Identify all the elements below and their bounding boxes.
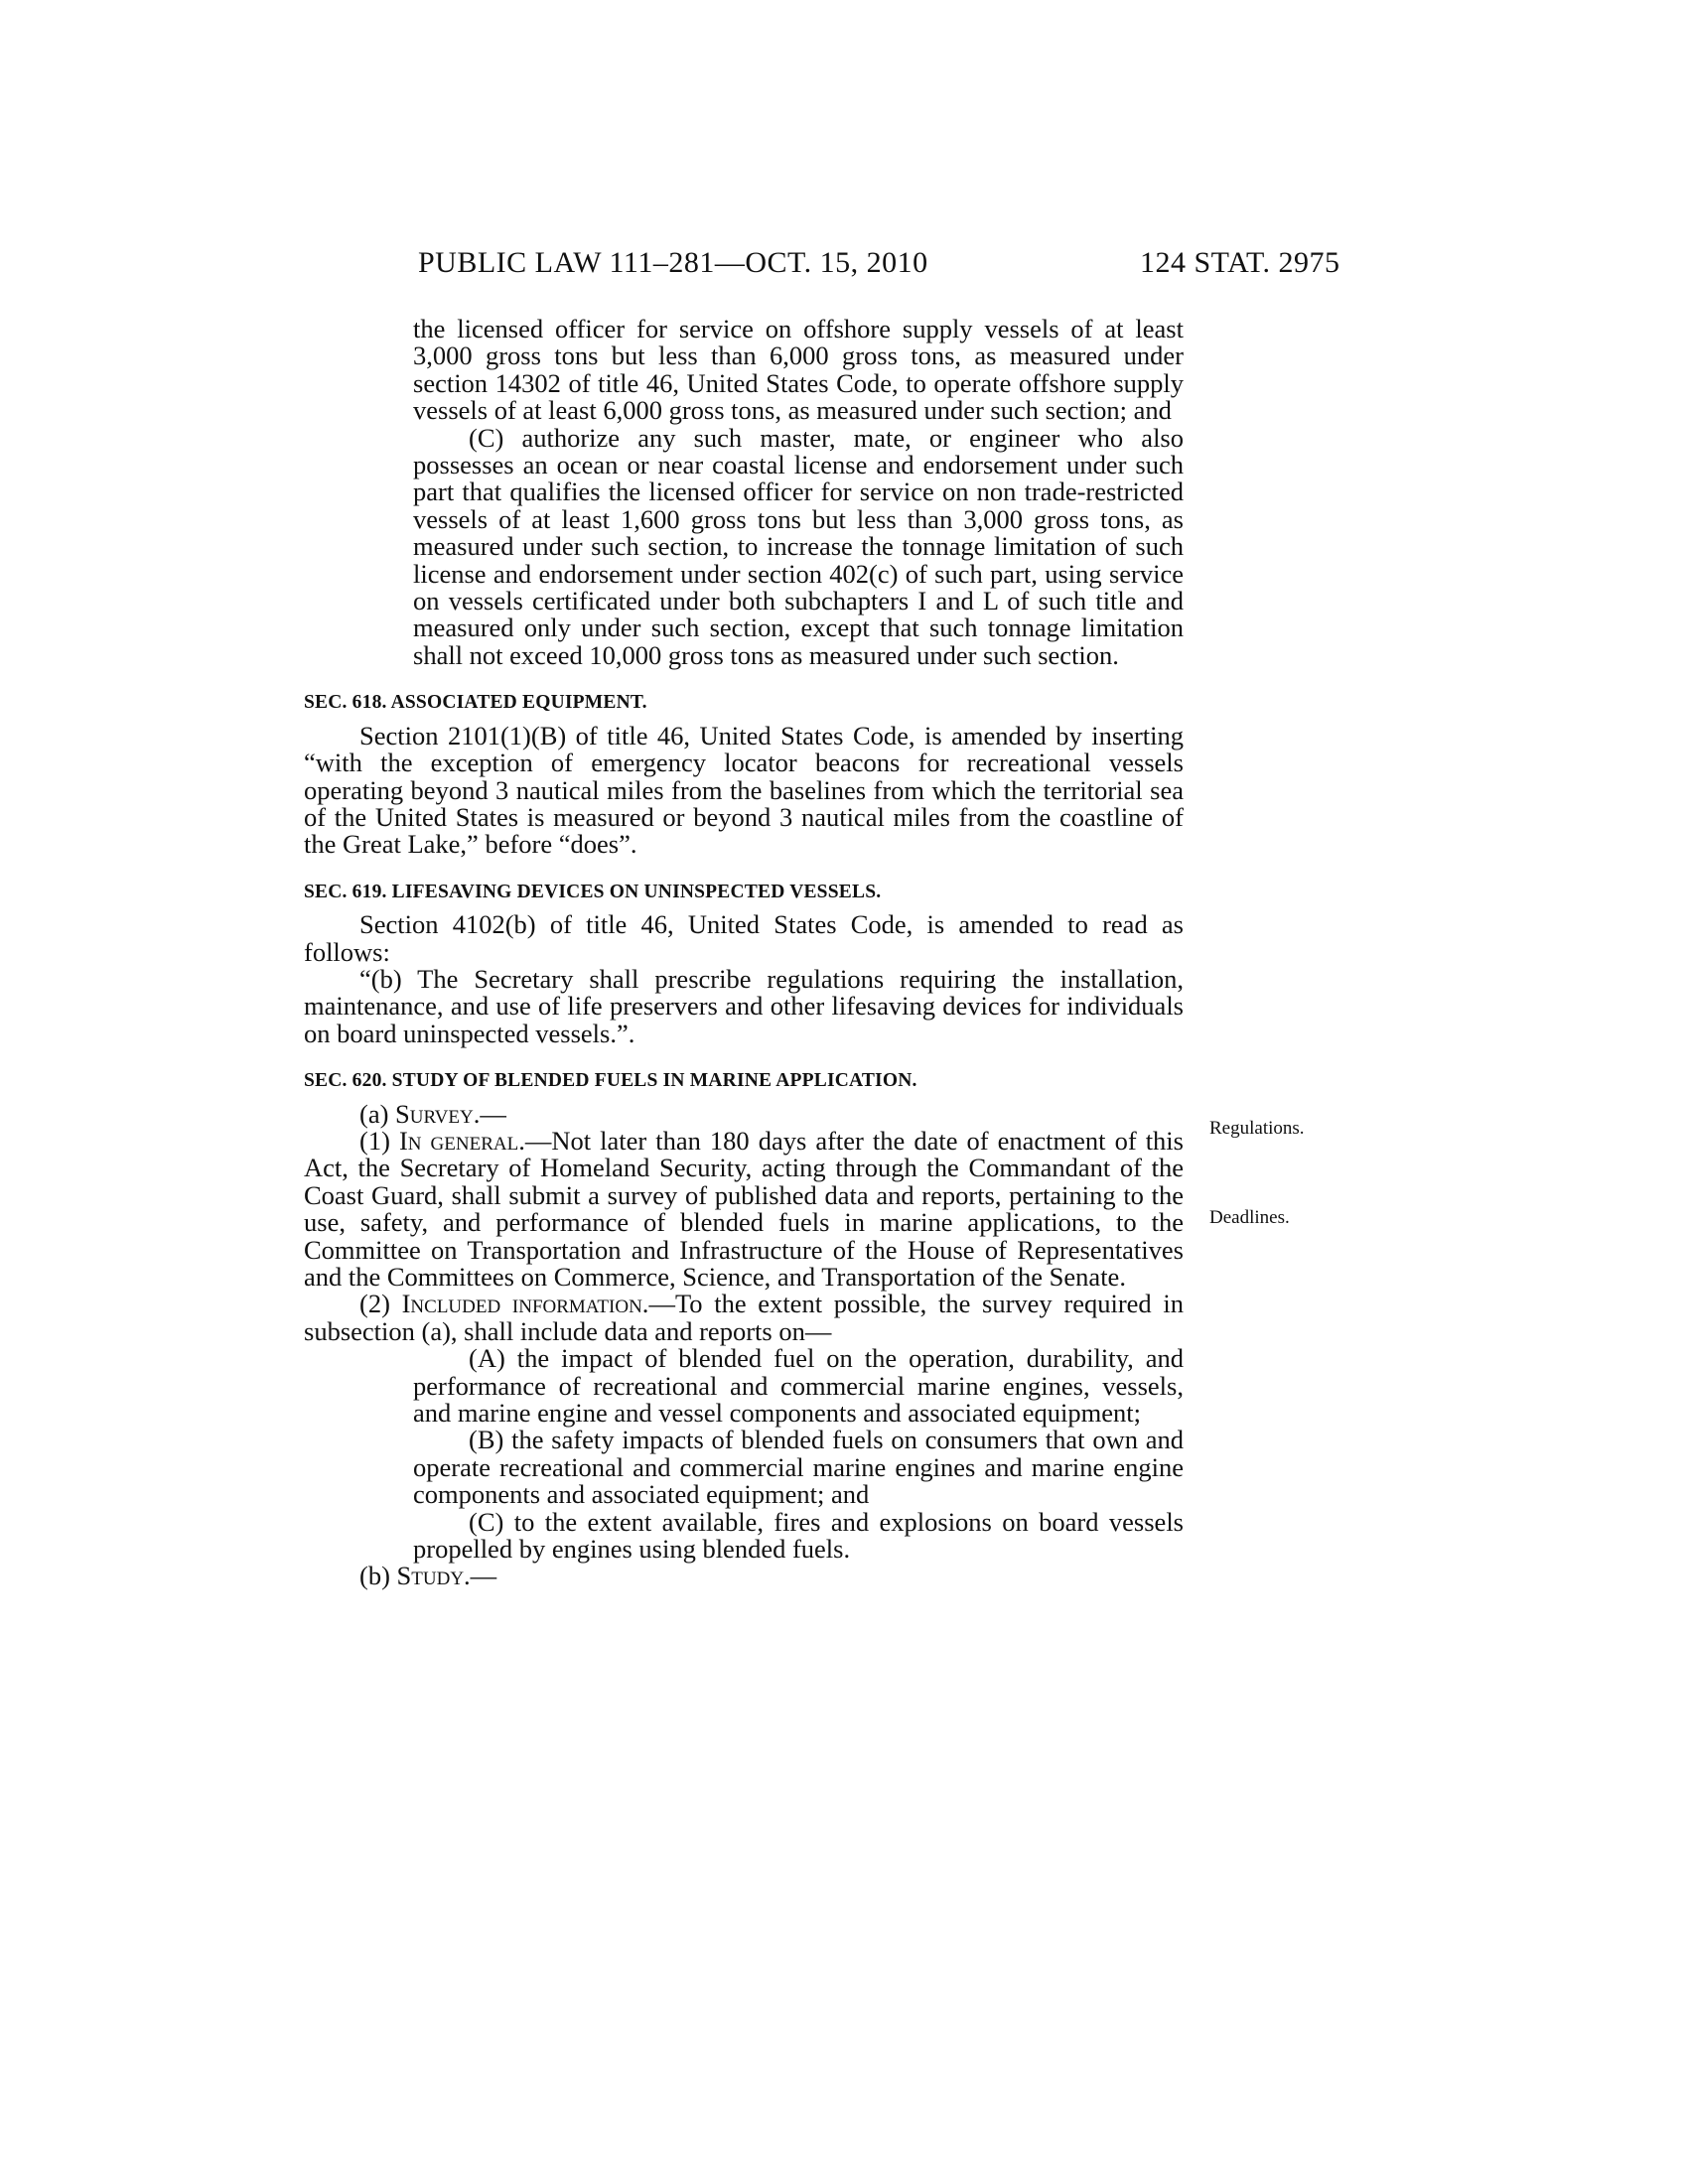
subsection-a-heading [304, 1098, 1184, 1129]
section-618-text: Section 2101(1)(B) of title 46, United States Code, is amended by inserting “with the exception of emergency locator beacons for recreational vessels operating beyond 3 nautical miles from the baselines from which the territorial sea of the United States is measured or beyond 3 nautical miles from the coastline of the Great Lake,” before “does”. [304, 720, 1184, 860]
paragraph-a1-text: —Not later than 180 days after the date of enactment of this Act, the Secretary of Homeland Security, acting through the Commandant of the Coast Guard, shall submit a survey of published data and reports, pertaining to the use, safety, and performance of blended fuels in marine applications, to the Committee on Transportation and Infrastructure of the House of Representatives and the Committees on Commerce, Science, and Transportation of the Senate. [304, 1125, 1184, 1292]
paragraph-a1 [304, 1125, 1184, 1292]
running-title: PUBLIC LAW 111–281—OCT. 15, 2010 [418, 246, 928, 279]
subparagraph-block [304, 316, 1184, 669]
paragraph-a1-title: In general. [398, 1125, 525, 1156]
subparagraph-a2-c: (C) to the extent available, fires and explosions on board vessels propelled by engines using blended fuels. [413, 1506, 1184, 1565]
margin-note-regulations: Regulations. [1209, 1118, 1305, 1139]
subparagraph-c: (C) authorize any such master, mate, or engineer who also possesses an ocean or near coastal license and endorsement under such part that qualifies the licensed officer for service on non trade-restricted vessels of at least 1,600 gross tons but less than 3,000 gross tons, as measured under such section, to increase the tonnage limitation of such license and endorsement under section 402(c) of such part, using service on vessels certificated under both subchapters I and L of such title and measured only under such section, except that such tonnage limitation shall not exceed 10,000 gross tons as measured under such section. [413, 422, 1184, 670]
paragraph-a1-label: (1) [359, 1125, 399, 1156]
margin-note-deadlines: Deadlines. [1209, 1207, 1290, 1228]
section-620-heading: SEC. 620. STUDY OF BLENDED FUELS IN MARINE APPLICATION. [304, 1070, 917, 1092]
subsection-b-title: Study.— [396, 1561, 497, 1591]
subparagraph-a2-a: (A) the impact of blended fuel on the operation, durability, and performance of recreational and commercial marine engines, vessels, and marine engine and vessel components and associated equipment; [413, 1343, 1184, 1429]
subparagraph-a2-b: (B) the safety impacts of blended fuels on consumers that own and operate recreational and commercial marine engines and marine engine components and associated equipment; and [413, 1425, 1184, 1510]
section-619-text: Section 4102(b) of title 46, United States Code, is amended to read as follows: [304, 909, 1184, 967]
text-column [304, 316, 1184, 1590]
paragraph-a2-text: —To the extent possible, the survey required in subsection (a), shall include data and reports on— [304, 1289, 1184, 1346]
subsection-b-heading [304, 1563, 1184, 1589]
section-618-heading: SEC. 618. ASSOCIATED EQUIPMENT. [304, 692, 647, 714]
section-619-heading: SEC. 619. LIFESAVING DEVICES ON UNINSPECTED VESSELS. [304, 881, 882, 902]
subparagraph-b-continuation: the licensed officer for service on offshore supply vessels of at least 3,000 gross tons but less than 6,000 gross tons, as measured under section 14302 of title 46, United States Code, to operate offshore supply vessels of at least 6,000 gross tons, as measured under such section; and [413, 314, 1184, 426]
subsection-a-title: Survey.— [395, 1098, 506, 1129]
paragraph-a2-label: (2) [359, 1289, 402, 1319]
paragraph-a2-subitems [304, 1345, 1184, 1563]
subsection-b-label: (b) [359, 1561, 397, 1591]
paragraph-a2-title: Included information. [401, 1289, 649, 1319]
section-619-quoted-text: “(b) The Secretary shall prescribe regulations requiring the installation, maintenance, and use of life preservers and other lifesaving devices for individuals on board uninspected vessels.”. [304, 963, 1184, 1048]
subsection-a-label: (a) [359, 1098, 396, 1129]
page-header [0, 246, 1688, 286]
paragraph-a2 [304, 1291, 1184, 1345]
statute-page-number: 124 STAT. 2975 [1140, 246, 1340, 279]
